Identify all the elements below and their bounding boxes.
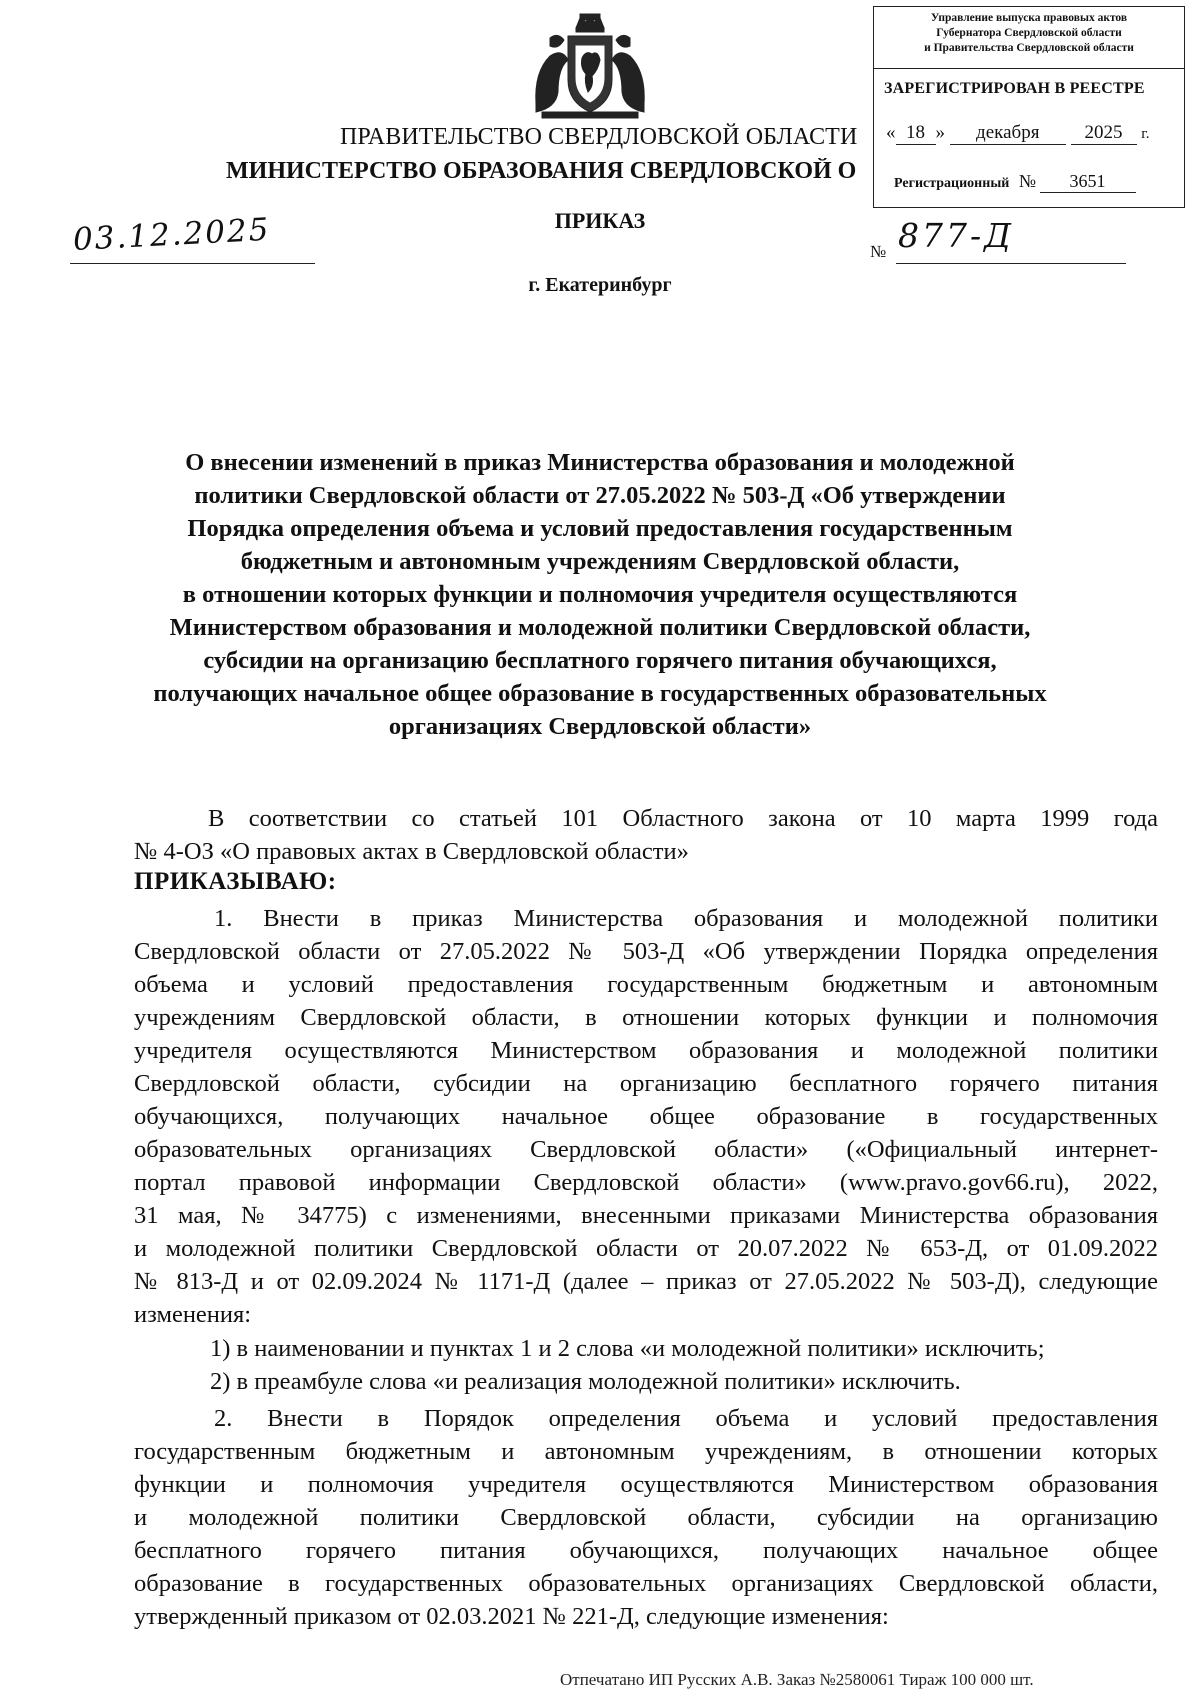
preamble-line: В соответствии со статьей 101 Областного закона от 10 марта 1999 года bbox=[208, 805, 1158, 832]
item-1-line: 31 мая, № 34775) с изменениями, внесенными приказами Министерства образования bbox=[134, 1202, 1158, 1229]
item-1-line: Свердловской области, субсидии на организацию бесплатного горячего питания bbox=[134, 1070, 1158, 1097]
item-2-line: и молодежной политики Свердловской области, субсидии на организацию bbox=[134, 1504, 1158, 1531]
item-1-line: образовательных организациях Свердловской области» («Официальный интернет- bbox=[134, 1136, 1158, 1163]
order-directive: ПРИКАЗЫВАЮ: bbox=[134, 868, 337, 895]
item-1-line: и молодежной политики Свердловской области от 20.07.2022 № 653-Д, от 01.09.2022 bbox=[134, 1235, 1158, 1262]
title-line: политики Свердловской области от 27.05.2022 № 503-Д «Об утверждении bbox=[194, 482, 1006, 509]
stamp-reg-label: Регистрационный bbox=[894, 176, 1010, 191]
item-2-line: государственным бюджетным и автономным учреждениям, в отношении которых bbox=[134, 1438, 1158, 1465]
item-1-line: изменения: bbox=[134, 1301, 252, 1328]
stamp-organization bbox=[874, 11, 1184, 56]
order-number bbox=[870, 216, 1128, 264]
item-2-line: 2. Внести в Порядок определения объема и условий предоставления bbox=[214, 1405, 1158, 1432]
title-line: О внесении изменений в приказ Министерства образования и молодежной bbox=[185, 449, 1015, 476]
item-1 bbox=[134, 902, 1158, 1331]
document-type: ПРИКАЗ bbox=[554, 208, 646, 233]
item-2-line: бесплатного горячего питания обучающихся, получающих начальное общее bbox=[134, 1537, 1158, 1564]
city: г. Екатеринбург bbox=[528, 274, 672, 296]
title-line: в отношении которых функции и полномочия учредителя осуществляются bbox=[182, 581, 1018, 608]
number-sign: № bbox=[870, 242, 887, 261]
number-underline bbox=[896, 263, 1126, 264]
item-1-line: учредителя осуществляются Министерством образования и молодежной политики bbox=[134, 1037, 1158, 1064]
stamp-date bbox=[886, 122, 1149, 145]
order-date bbox=[70, 211, 315, 264]
item-1-line: учреждениям Свердловской области, в отношении которых функции и полномочия bbox=[134, 1004, 1158, 1031]
title-line: организациях Свердловской области» bbox=[388, 713, 812, 740]
stamp-quote-close: » bbox=[935, 122, 945, 143]
print-footer: Отпечатано ИП Русских А.В. Заказ №2580061 Тираж 100 000 шт. bbox=[560, 1670, 1034, 1689]
stamp-year bbox=[1071, 122, 1137, 145]
subitem-2: 2) в преамбуле слова «и реализация молодежной политики» исключить. bbox=[210, 1368, 961, 1395]
date-underline bbox=[70, 263, 315, 264]
coat-of-arms-emblem bbox=[528, 12, 652, 120]
ministry-heading: МИНИСТЕРСТВО ОБРАЗОВАНИЯ СВЕРДЛОВСКОЙ О bbox=[226, 158, 857, 184]
stamp-divider bbox=[874, 68, 1184, 69]
handwritten-date: 03.12.2025 bbox=[72, 211, 272, 258]
item-2 bbox=[134, 1402, 1158, 1633]
government-heading: ПРАВИТЕЛЬСТВО СВЕРДЛОВСКОЙ ОБЛАСТИ bbox=[340, 124, 858, 150]
stamp-year-unit: г. bbox=[1141, 126, 1150, 142]
registration-stamp bbox=[873, 6, 1185, 208]
item-1-line: № 813-Д и от 02.09.2024 № 1171-Д (далее – приказ от 27.05.2022 № 503-Д), следующие bbox=[134, 1268, 1158, 1295]
item-1-line: объема и условий предоставления государственным бюджетным и автономным bbox=[134, 971, 1158, 998]
stamp-quote-open: « bbox=[886, 122, 896, 143]
stamp-day: 18 bbox=[896, 122, 936, 145]
stamp-reg-no-sign: № bbox=[1018, 171, 1037, 191]
title-line: Порядка определения объема и условий предоставления государственным bbox=[187, 515, 1013, 542]
subitem-1: 1) в наименовании и пунктах 1 и 2 слова «и молодежной политики» исключить; bbox=[210, 1335, 1045, 1362]
item-1-line: портал правовой информации Свердловской области» (www.pravo.gov66.ru), 2022, bbox=[134, 1169, 1158, 1196]
title-line: субсидии на организацию бесплатного горячего питания обучающихся, bbox=[203, 647, 997, 674]
item-1-line: обучающихся, получающих начальное общее образование в государственных bbox=[134, 1103, 1158, 1130]
handwritten-number: 877-Д bbox=[898, 216, 1014, 255]
title-line: бюджетным и автономным учреждениям Свердловской области, bbox=[240, 548, 960, 575]
stamp-year-prefix: 20 bbox=[1084, 122, 1104, 143]
stamp-org-line: Управление выпуска правовых актов bbox=[930, 12, 1128, 24]
stamp-org-line: и Правительства Свердловской области bbox=[924, 42, 1134, 54]
stamp-org-line: Губернатора Свердловской области bbox=[936, 27, 1122, 39]
stamp-reg-number: 3651 bbox=[1040, 171, 1136, 193]
title-line: Министерством образования и молодежной политики Свердловской области, bbox=[169, 614, 1031, 641]
item-1-line: Свердловской области от 27.05.2022 № 503-Д «Об утверждении Порядка определения bbox=[134, 938, 1158, 965]
stamp-registered-title: ЗАРЕГИСТРИРОВАН В РЕЕСТРЕ bbox=[884, 80, 1145, 97]
stamp-registration-number bbox=[894, 171, 1136, 193]
item-2-line: функции и полномочия учредителя осуществляются Министерством образования bbox=[134, 1471, 1158, 1498]
item-2-line: образование в государственных образовательных организациях Свердловской области, bbox=[134, 1570, 1158, 1597]
order-title bbox=[140, 446, 1060, 743]
item-2-line: утвержденный приказом от 02.03.2021 № 221-Д, следующие изменения: bbox=[134, 1603, 889, 1630]
stamp-year-suffix: 25 bbox=[1103, 122, 1123, 143]
title-line: получающих начальное общее образование в государственных образовательных bbox=[153, 680, 1047, 707]
preamble-line: № 4-ОЗ «О правовых актах в Свердловской области» bbox=[134, 838, 689, 865]
item-1-line: 1. Внести в приказ Министерства образования и молодежной политики bbox=[214, 905, 1158, 932]
stamp-month: декабря bbox=[950, 122, 1066, 145]
